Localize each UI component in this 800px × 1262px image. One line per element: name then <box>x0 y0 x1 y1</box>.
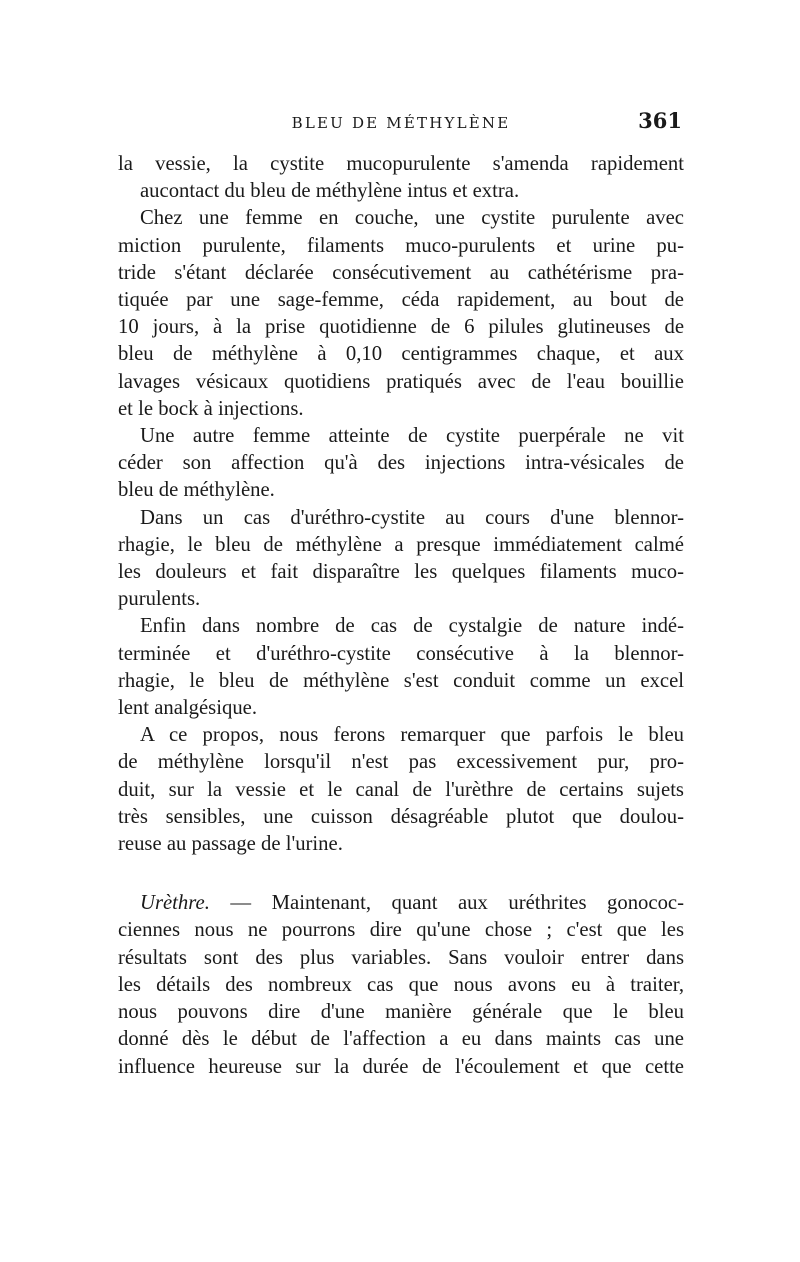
text-line: rhagie, le bleu de méthylène s'est conduit comme un excel <box>118 669 684 692</box>
text-line: reuse au passage de l'urine. <box>118 833 343 856</box>
text-line: céder son affection qu'à des injections intra-vésicales de <box>118 452 684 475</box>
text-line: très sensibles, une cuisson désagréable plutot que doulou- <box>118 805 684 828</box>
text-line: rhagie, le bleu de méthylène a presque immédiatement calmé <box>118 533 684 556</box>
section-gap <box>118 858 684 890</box>
text-line: tride s'étant déclarée consécutivement au cathétérisme pra- <box>118 261 684 284</box>
text-line: donné dès le début de l'affection a eu dans maints cas une <box>118 1028 684 1051</box>
paragraph-1 <box>118 151 684 205</box>
paragraph-2 <box>118 205 684 423</box>
text-line: purulents. <box>118 588 201 611</box>
text-line: miction purulente, filaments muco-purulents et urine pu- <box>118 234 684 257</box>
running-head: BLEU DE MÉTHYLÈNE <box>291 114 511 132</box>
text-line: Chez une femme en couche, une cystite purulente avec <box>140 207 684 230</box>
text-line: Dans un cas d'uréthro-cystite au cours d'une blennor- <box>140 506 684 529</box>
text-line: résultats sont des plus variables. Sans vouloir entrer dans <box>118 946 684 969</box>
text-line: la vessie, la cystite mucopurulente s'amenda rapidement <box>118 153 684 175</box>
page-header <box>118 110 684 144</box>
body-text <box>118 151 684 1081</box>
text-line <box>118 890 684 917</box>
paragraph-6 <box>118 722 684 858</box>
page-number: 361 <box>638 108 682 133</box>
text-line: A ce propos, nous ferons remarquer que parfois le bleu <box>140 724 684 747</box>
text-line: nous pouvons dire d'une manière générale que le bleu <box>118 1001 684 1024</box>
paragraph-4 <box>118 505 684 614</box>
text-line: 10 jours, à la prise quotidienne de 6 pilules glutineuses de <box>118 316 684 339</box>
text-line: influence heureuse sur la durée de l'écoulement et que cette <box>118 1055 684 1078</box>
text-line: aucontact du bleu de méthylène intus et extra. <box>140 180 520 203</box>
text-line: duit, sur la vessie et le canal de l'urèthre de certains sujets <box>118 778 684 801</box>
text-line: lavages vésicaux quotidiens pratiqués avec de l'eau bouillie <box>118 370 684 393</box>
text-line: ciennes nous ne pourrons dire qu'une chose ; c'est que les <box>118 919 684 942</box>
paragraph-5 <box>118 613 684 722</box>
text-line: tiquée par une sage-femme, céda rapidement, au bout de <box>118 289 684 312</box>
text-line: lent analgésique. <box>118 697 258 720</box>
section-paragraph <box>118 890 684 1080</box>
text-line: et le bock à injections. <box>118 397 304 420</box>
text-line: les détails des nombreux cas que nous avons eu à traiter, <box>118 973 684 996</box>
paragraph-3 <box>118 423 684 505</box>
text-line: bleu de méthylène. <box>118 479 275 502</box>
text-line: les douleurs et fait disparaître les quelques filaments muco- <box>118 561 684 584</box>
section-first-line: — Maintenant, quant aux uréthrites gonococ- <box>209 892 684 915</box>
text-line: bleu de méthylène à 0,10 centigrammes chaque, et aux <box>118 343 684 366</box>
text-line: Une autre femme atteinte de cystite puerpérale ne vit <box>140 425 684 448</box>
text-line: Enfin dans nombre de cas de cystalgie de nature indé- <box>140 615 684 638</box>
section-heading: Urèthre. <box>140 892 210 915</box>
text-line: terminée et d'uréthro-cystite consécutive à la blennor- <box>118 642 684 665</box>
text-line: de méthylène lorsqu'il n'est pas excessivement pur, pro- <box>118 751 684 774</box>
